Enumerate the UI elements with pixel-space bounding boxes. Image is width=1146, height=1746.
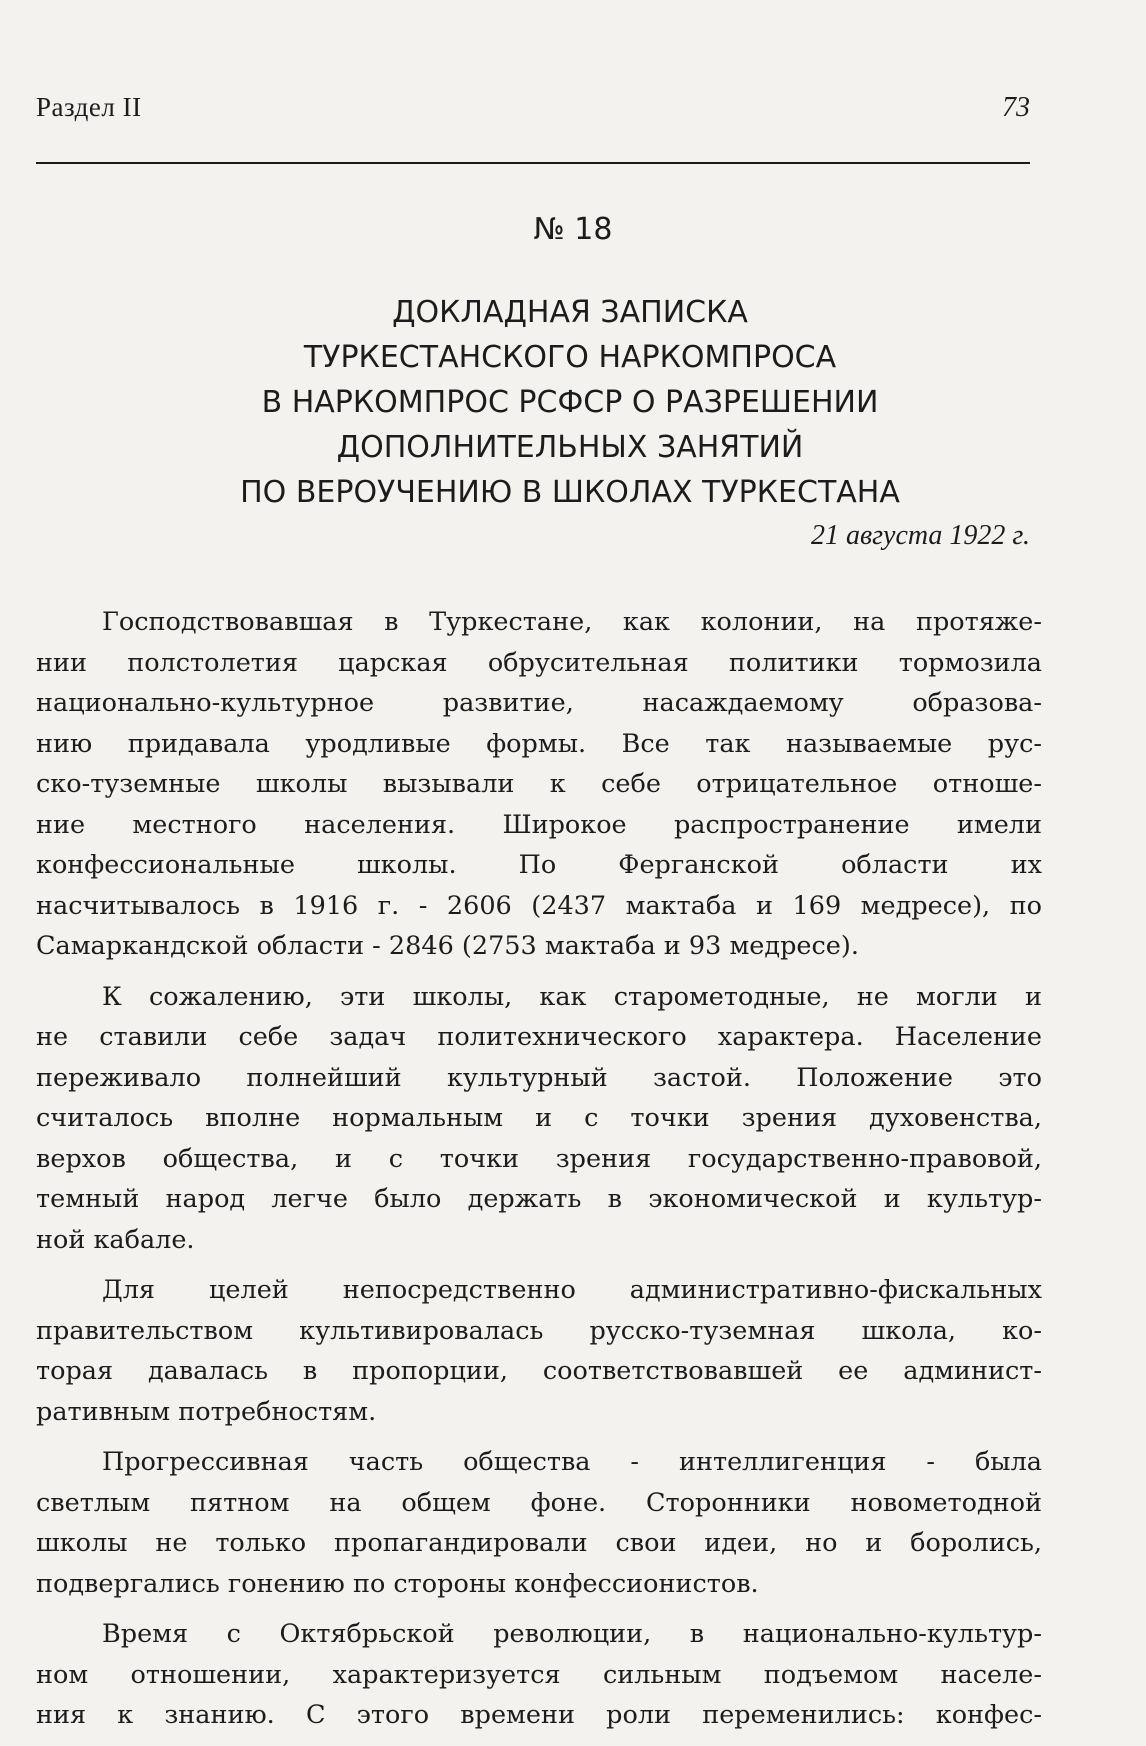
paragraph	[36, 977, 1042, 1261]
text-line: Время с Октябрьской революции, в национально-культур-	[102, 1619, 1042, 1649]
title-line: ТУРКЕСТАНСКОГО НАРКОМПРОСА	[303, 340, 837, 375]
text-line: ративным потребностям.	[36, 1396, 377, 1427]
text-line: считалось вполне нормальным и с точки зрения духовенства,	[36, 1103, 1042, 1133]
page-number: 73	[1002, 92, 1030, 123]
text-line: ско-туземные школы вызывали к себе отрицательное отноше-	[36, 769, 1042, 799]
text-line: ния к знанию. С этого времени роли переменились: конфес-	[36, 1700, 1042, 1730]
running-header	[36, 92, 1030, 132]
text-line: национально-культурное развитие, насаждаемому образова-	[36, 688, 1042, 718]
title-line: ДОПОЛНИТЕЛЬНЫХ ЗАНЯТИЙ	[336, 430, 804, 465]
header-divider	[36, 162, 1030, 164]
document-title	[120, 290, 1020, 515]
text-line: школы не только пропагандировали свои идеи, но и боролись,	[36, 1528, 1042, 1558]
title-line: ПО ВЕРОУЧЕНИЮ В ШКОЛАХ ТУРКЕСТАНА	[240, 475, 900, 510]
text-line: не ставили себе задач политехнического характера. Население	[36, 1022, 1042, 1052]
document-number: № 18	[533, 212, 613, 247]
section-label: Раздел II	[36, 92, 142, 122]
text-line: Для целей непосредственно административно-фискальных	[102, 1275, 1042, 1305]
text-line: Самаркандской области - 2846 (2753 мактаба и 93 медресе).	[36, 931, 859, 961]
text-line: нии полстолетия царская обрусительная политики тормозила	[36, 647, 1042, 678]
text-line: торая давалась в пропорции, соответствовавшей ее админист-	[36, 1356, 1042, 1386]
body-text	[36, 602, 1042, 1746]
text-line: конфессиональные школы. По Ферганской области их	[36, 850, 1042, 880]
text-line: К сожалению, эти школы, как старометодные, не могли и	[102, 981, 1042, 1012]
text-line: ние местного населения. Широкое распространение имели	[36, 809, 1042, 840]
text-line: светлым пятном на общем фоне. Сторонники новометодной	[36, 1487, 1042, 1518]
title-line: В НАРКОМПРОС РСФСР О РАЗРЕШЕНИИ	[261, 385, 879, 420]
text-line: Прогрессивная часть общества - интеллигенция - была	[102, 1447, 1042, 1477]
paragraph	[36, 1270, 1042, 1432]
paragraph	[36, 1442, 1042, 1604]
text-line: нию придавала уродливые формы. Все так называемые рус-	[36, 728, 1042, 759]
paragraph	[36, 1614, 1042, 1736]
paragraph	[36, 602, 1042, 967]
text-line: верхов общества, и с точки зрения государственно-правовой,	[36, 1143, 1042, 1174]
text-line: насчитывалось в 1916 г. - 2606 (2437 мактаба и 169 медресе), по	[36, 890, 1042, 921]
document-date: 21 августа 1922 г.	[810, 520, 1030, 551]
text-line: ной кабале.	[36, 1224, 195, 1255]
text-line: ном отношении, характеризуется сильным подъемом населе-	[36, 1659, 1042, 1690]
text-line: переживало полнейший культурный застой. Положение это	[36, 1062, 1042, 1093]
title-line: ДОКЛАДНАЯ ЗАПИСКА	[392, 295, 748, 330]
text-line: Господствовавшая в Туркестане, как колонии, на протяже-	[102, 607, 1042, 637]
text-line: правительством культивировалась русско-туземная школа, ко-	[36, 1315, 1042, 1346]
text-line: темный народ легче было держать в экономической и культур-	[36, 1184, 1042, 1214]
text-line: подвергались гонению по стороны конфессионистов.	[36, 1568, 759, 1599]
